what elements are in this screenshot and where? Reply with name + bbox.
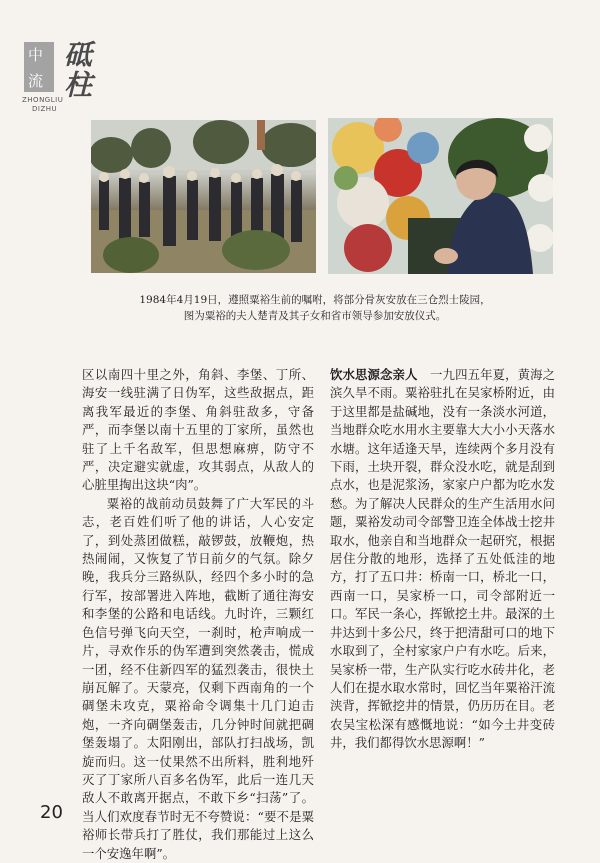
left-paragraph-1: 区以南四十里之外，角斜、李堡、丁所、海安一线驻满了日伪军，这些敌据点，距离我军最近的李堡、角斜驻敌多，守备严，而李堡以南十五里的丁家所，虽然也驻了上千名敌军，但思想麻痹，防守不严，决定避实就虚，攻其弱点，从敌人的心脏里掏出这块“肉”。: [82, 367, 314, 493]
section-logo: [14, 32, 114, 122]
left-text-column: [82, 366, 314, 863]
logo-calligraphy: 砥柱: [60, 40, 93, 100]
right-paragraph-1: 一九四五年夏，黄海之滨久旱不雨。粟裕驻扎在吴家桥附近，由于这里都是盐碱地，没有一条淡水河道，当地群众吃水用水主要靠大大小小天落水水塘。这年适逢天旱，连续两个多月没有下雨，土块开裂，群众没水吃，就是刮到点水，也是泥浆汤，家家户户都为吃水发愁。为了解决人民群众的生产生活用水问题，粟裕发动司令部警卫连全体战士挖井取水，他亲自和当地群众一起研究，根据居住分散的地形，选择了五处低洼的地方，打了五口井：桥南一口，桥北一口，西南一口，吴家桥一口，司令部附近一口。军民一条心，挥锨挖土井。最深的土井达到十多公尺，终于把清甜可口的地下水取到了，全村家家户户有水吃。后来，吴家桥一带，生产队实行吃水砖井化，老人们在提水取水常时，回忆当年粟裕汗流浃背，挥锨挖井的情景，仍历历在目。老农吴宝松深有感慨地说：“如今土井变砖井，我们都得饮水思源啊！”: [330, 367, 556, 751]
caption-line-2: 图为粟裕的夫人楚青及其子女和省市领导参加安放仪式。: [183, 310, 447, 322]
logo-char-top: 中: [28, 46, 44, 64]
photo-woman-with-wreaths: [328, 118, 553, 274]
logo-pinyin-2: DIZHU: [32, 105, 58, 113]
page-number: 20: [40, 802, 63, 823]
logo-char-bottom: 流: [28, 72, 44, 90]
section-heading: 饮水思源念亲人: [330, 367, 418, 382]
logo-pinyin-1: ZHONGLIU: [22, 96, 64, 104]
photo-group-at-cemetery: [91, 120, 316, 273]
left-paragraph-2: 粟裕的战前动员鼓舞了广大军民的斗志，老百姓们听了他的讲话，人心安定了，到处蒸团做糕，敲锣鼓，放鞭炮，热热闹闹，又恢复了节日前夕的气氛。除夕晚，我兵分三路纵队，经四个多小时的急行军，按部署进入阵地，截断了通往海安和李堡的公路和电话线。九时许，三颗红色信号弹飞向天空，一刹时，枪声响成一片，寻欢作乐的伪军遭到突然袭击，慌成一团，经不住新四军的猛烈袭击，很快土崩瓦解了。天蒙亮，仅剩下西南角的一个碉堡未攻克，粟裕命令调集十几门迫击炮，一齐向碉堡轰击，几分钟时间就把碉堡轰塌了。太阳刚出，部队打扫战场，凯旋而归。这一仗果然不出所料，胜利地歼灭了丁家所八百多名伪军，此后一连几天敌人不敢离开据点，不敢下乡“扫荡”了。当人们欢度春节时无不夸赞说：“要不是粟裕师长带兵打了胜仗，我们那能过上这么一个安逸年啊”。: [82, 495, 314, 861]
photo-caption: [100, 292, 530, 324]
caption-line-1: 1984年4月19日，遵照粟裕生前的嘱咐，将部分骨灰安放在三仓烈士陵园，: [139, 294, 491, 306]
right-text-column: [330, 366, 555, 753]
